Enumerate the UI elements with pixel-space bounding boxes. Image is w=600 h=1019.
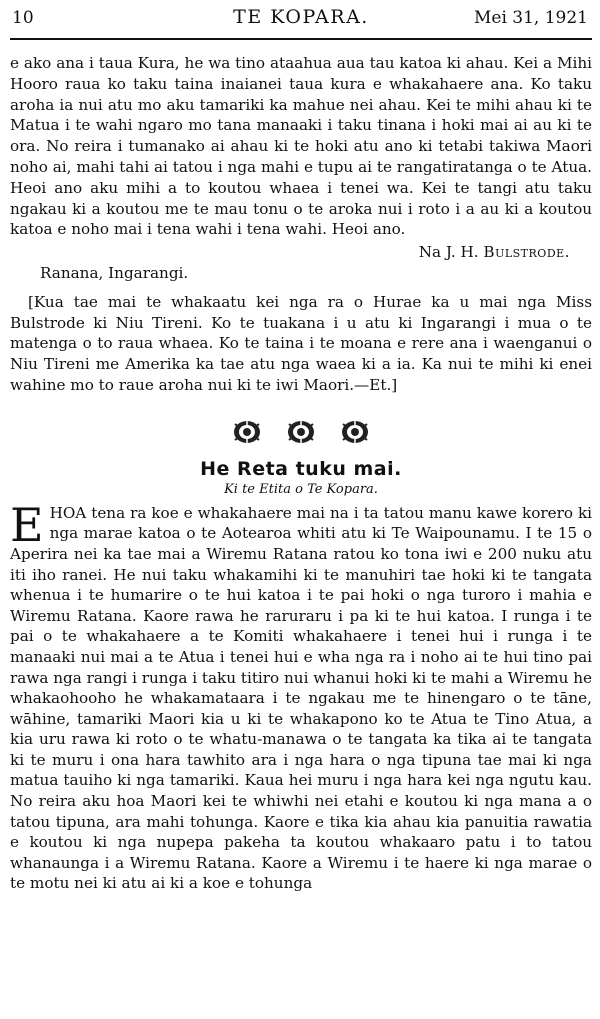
page-number: 10 bbox=[12, 8, 34, 28]
section-divider bbox=[10, 418, 592, 446]
article-title: He Reta tuku mai. bbox=[200, 457, 402, 480]
article-body bbox=[10, 497, 592, 894]
flower-ornament-icon bbox=[231, 418, 263, 446]
editor-note: [Kua tae mai te whakaatu kei nga ra o Hurae ka u mai nga Miss Bulstrode ki Niu Tireni. Ko te tuakana i u atu ki Ingarangi i mua o te matenga o to raua whaea. Ko te taina i te moana e rere ana i waenganui o Niu Tireni me Amerika ka tae atu nga waea ki a ia. Ka nui te mihi ki enei wahine mo to raue aroha nui ki te iwi Maori.—Et.] bbox=[10, 292, 592, 394]
letter-place: Ranana, Ingarangi. bbox=[40, 263, 189, 282]
signature-prefix: Na J. H. bbox=[418, 243, 479, 262]
issue-date: Mei 31, 1921 bbox=[473, 8, 588, 28]
publication-title: TE KOPARA. bbox=[233, 6, 369, 28]
flower-ornament-icon bbox=[285, 418, 317, 446]
letter-paragraph: e ako ana i taua Kura, he wa tino ataahua aua tau katoa ki ahau. Kei a Mihi Hooro raua ko taku taina inaianei taua kura e whakahaere ana. Ko taku aroha ia nui atu mo aku tamariki ka mahue nei ahau. Kei te mihi ahau ki te Matua i te wahi ngaro mo tana manaaki i taku tinana i hoki mai ai au ki te ora. No reira i tumanako ai ahau ki te hoki atu ano ki tetabi takiwa Maori noho ai, mahi tahi ai tatou i nga mahi e tupu ai te rangatiratanga o te Atua. Heoi ano aku mihi a to koutou whaea i tenei wa. Kei te tangi atu taku ngakau ki a koutou me te mau tonu o te aroka nui i roto i a au ki a koutou katoa e noho mai i tena wahi i tena wahi. Heoi ano. bbox=[10, 54, 592, 239]
article-body-text: HOA tena ra koe e whakahaere mai na i ta tatou manu kawe korero ki nga marae katoa o te Aotearoa whiti atu ki Te Waipounamu. I te 15 o Aperira nei ka tae mai a Wiremu Ratana ratou ko tona iwi e 200 nuku atu iti iho ranei. He nui taku whakamihi ki te manuhiri tae hoki ki te tangata whenua i te humarire o te hui katoa i te pai hoki o nga turoro i mahia e Wiremu Ratana. Kaore rawa he raruraru i pa ki te hui katoa. I runga i te pai o te whakahaere a te Komiti whakahaere i tenei hui i runga i te manaaki nui mai a te Atua i tenei hui e wha nga ra i noho ai te hui tino pai rawa nga rangi i runga i taku titiro nui whanui hoki ki te mahi a Wiremu he whakaohooho he whakamataara i te ngakau me te hinengaro o te tāne, wāhine, tamariki Maori kia u ki te whakapono ko te Atua te Tino Atua, a kia uru rawa ki roto o te whatu-manawa o te tangata ka tika ai te tangata ki te muru i ona hara tawhito ara i nga hara o nga tipuna tae mai ki nga matua tauiho ki nga tamariki. Kaua hei muru i nga hara kei nga ngutu kau. No reira aku hoa Maori kei te whiwhi nei etahi e koutou ki nga mana a o tatou tipuna, ara mahi tohunga. Kaore e tika kia ahau kia panuitia rawatia e koutou ki nga nupepa pakeha ta koutou whakaaro patu i to tatou whanaunga i a Wiremu Ratana. Kaore a Wiremu i te haere ki nga marae o te motu nei ki atu ai ki a koe e tohunga bbox=[10, 503, 592, 893]
page-header bbox=[10, 0, 592, 40]
article-subtitle: Ki te Etita o Te Kopara. bbox=[224, 481, 378, 497]
signature-name: Bulstrode. bbox=[483, 243, 570, 262]
drop-cap: E bbox=[10, 497, 44, 552]
flower-ornament-icon bbox=[339, 418, 371, 446]
letter-signature bbox=[10, 242, 570, 263]
